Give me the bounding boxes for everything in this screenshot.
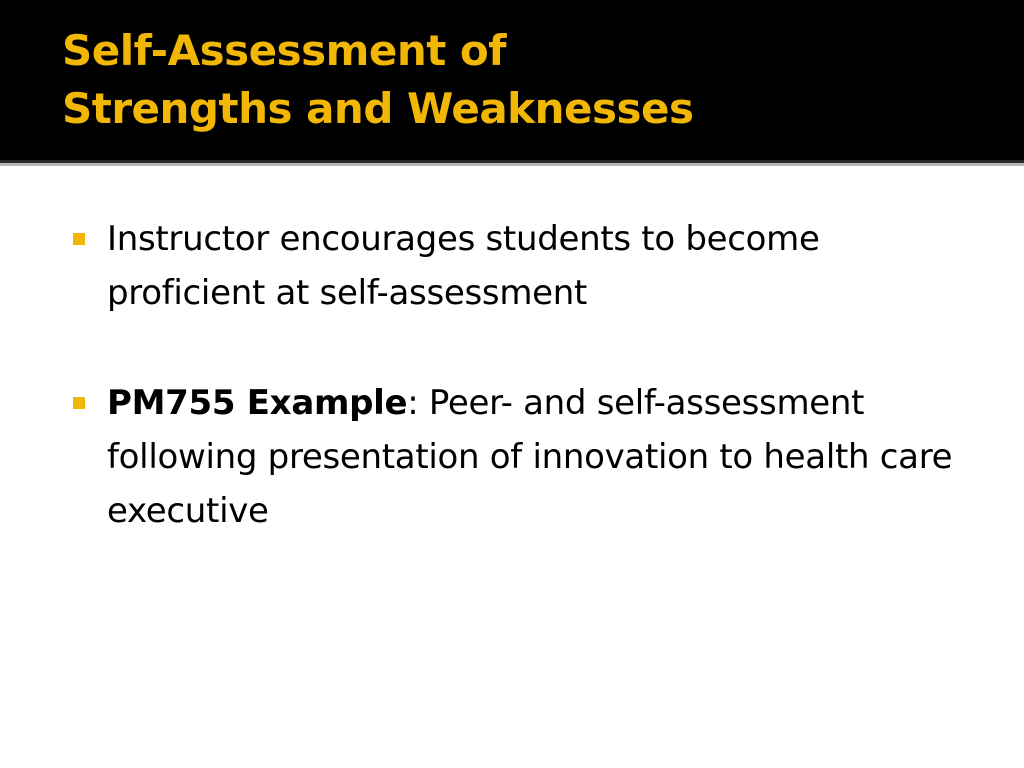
slide-title-line-1: Self-Assessment of: [62, 26, 507, 75]
square-bullet-icon: [73, 233, 85, 245]
bullet-item-2: [107, 376, 967, 538]
bullet-item-1: [107, 212, 967, 320]
bullet-bold-lead: PM755 Example: [107, 383, 408, 423]
bullet-text: : Peer- and self-assessment following presentation of innovation to health care executive: [107, 383, 953, 531]
title-band: [0, 0, 1024, 160]
slide-title-line-2: Strengths and Weaknesses: [62, 84, 694, 133]
square-bullet-icon: [73, 397, 85, 409]
bullet-text: Instructor encourages students to become proficient at self-assessment: [107, 219, 820, 313]
slide-body: [0, 212, 1024, 538]
title-divider-light: [0, 163, 1024, 166]
slide-title: [62, 22, 1002, 138]
